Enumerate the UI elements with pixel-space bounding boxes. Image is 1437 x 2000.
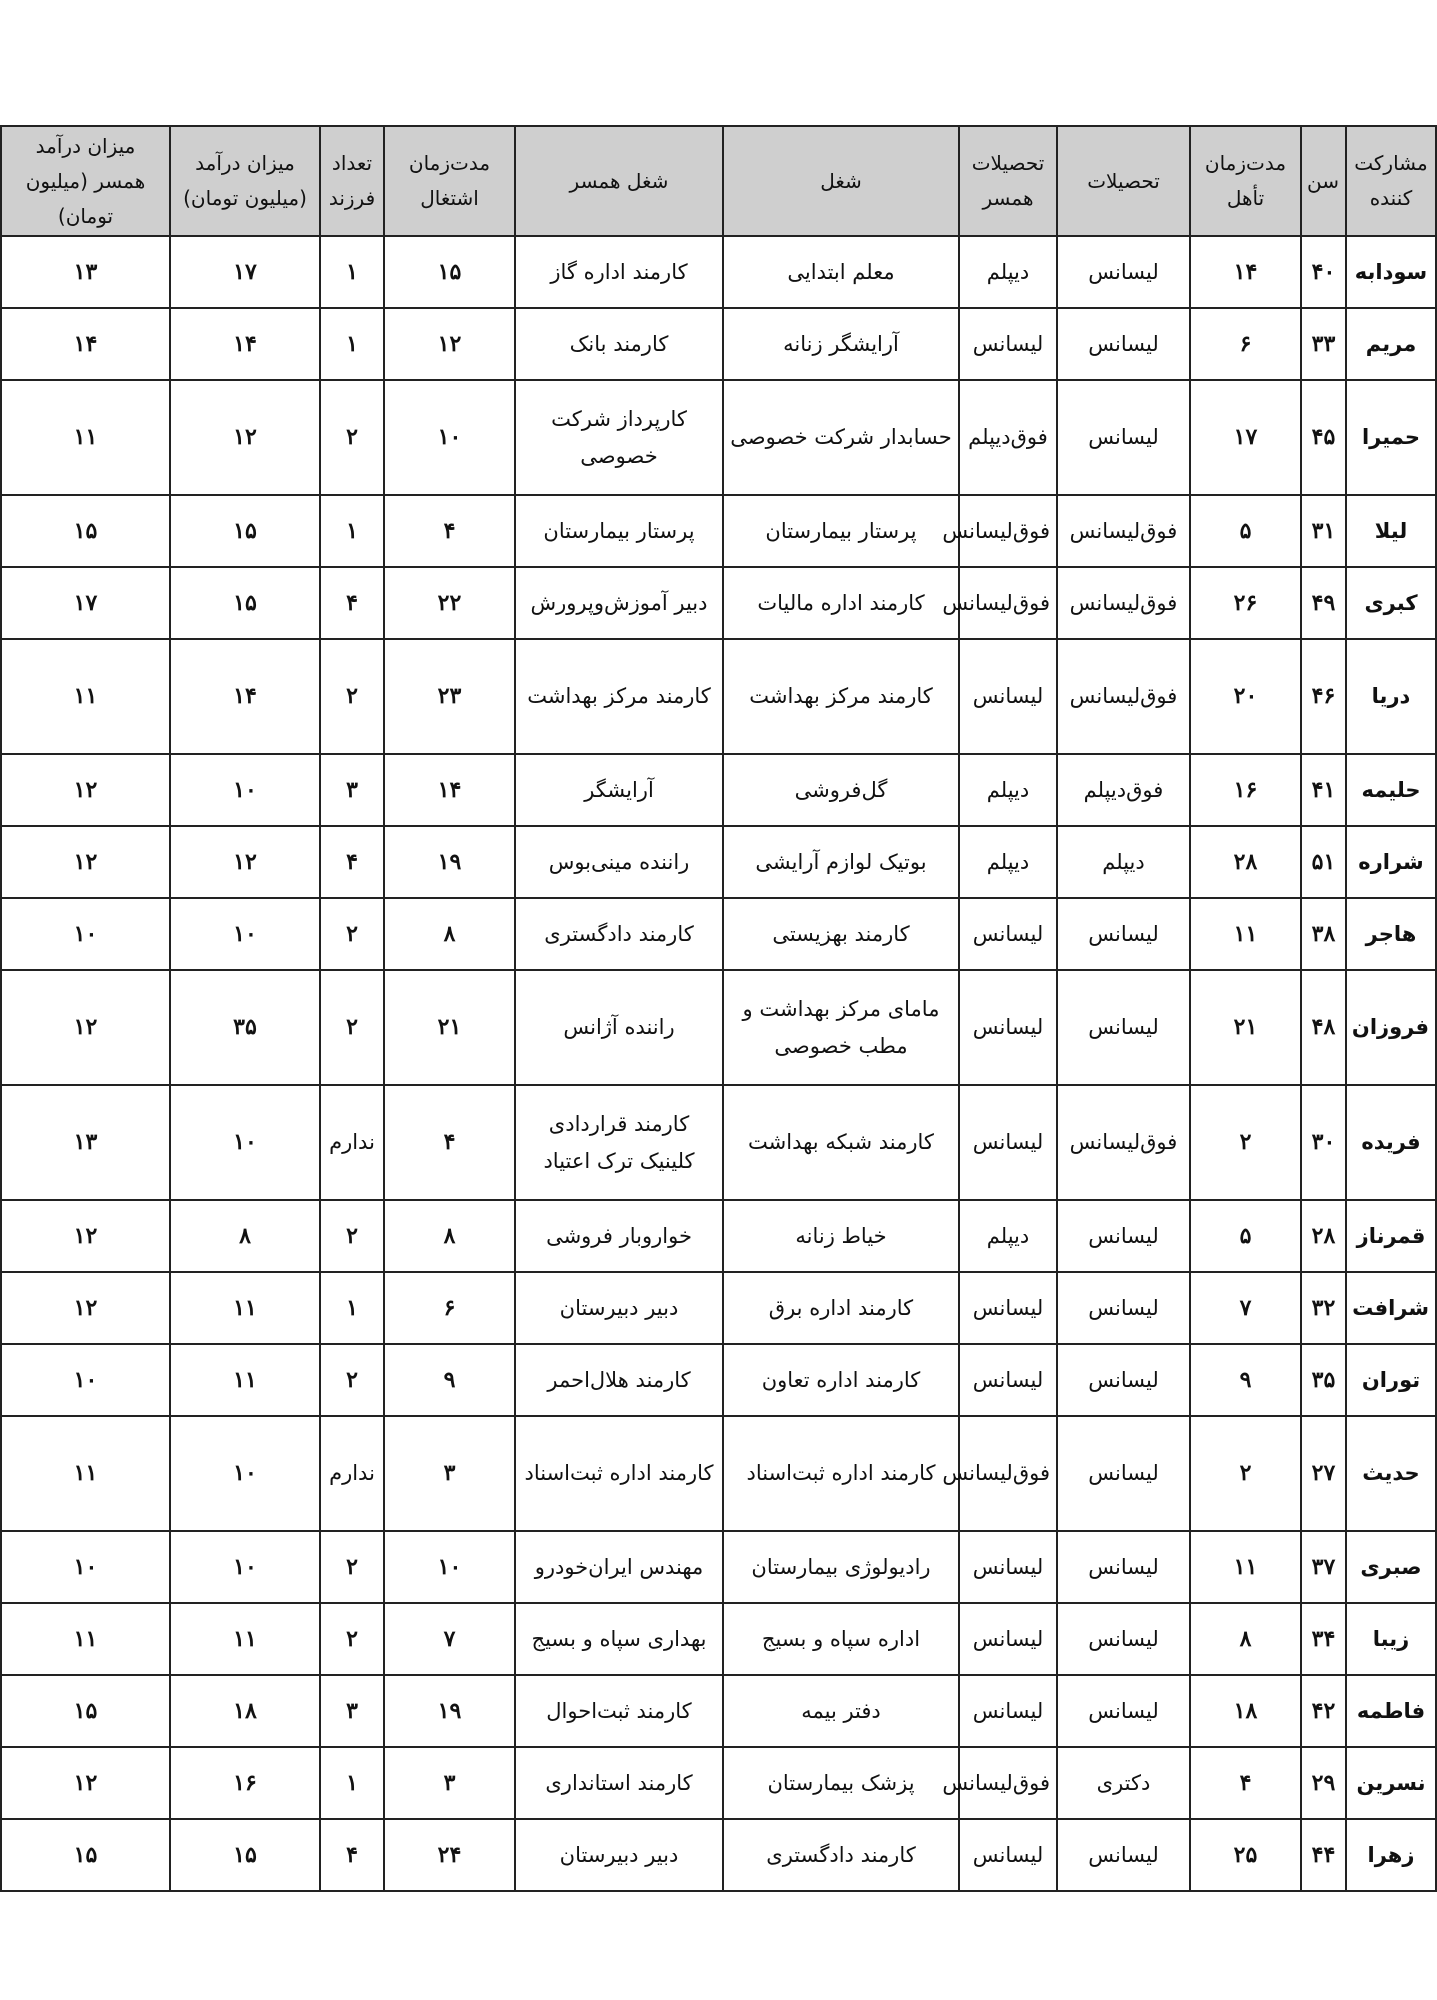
cell-spouse-education: لیسانس	[959, 1531, 1057, 1603]
cell-spouse-job: دبیر آموزش‌وپرورش	[515, 567, 723, 639]
cell-spouse-job: مهندس ایران‌خودرو	[515, 1531, 723, 1603]
cell-job: خیاط زنانه	[723, 1200, 959, 1272]
cell-marriage-duration: ۹	[1190, 1344, 1301, 1416]
cell-spouse-job: کارمند ثبت‌احوال	[515, 1675, 723, 1747]
cell-job: کارمند مرکز بهداشت	[723, 639, 959, 754]
cell-spouse-income: ۱۲	[1, 1272, 170, 1344]
cell-children-count: ۴	[320, 826, 384, 898]
cell-income: ۱۸	[170, 1675, 320, 1747]
cell-education: دکتری	[1057, 1747, 1190, 1819]
cell-job: کارمند اداره تعاون	[723, 1344, 959, 1416]
cell-marriage-duration: ۸	[1190, 1603, 1301, 1675]
cell-education: لیسانس	[1057, 236, 1190, 308]
cell-job: کارمند اداره مالیات	[723, 567, 959, 639]
cell-marriage-duration: ۲۰	[1190, 639, 1301, 754]
cell-age: ۵۱	[1301, 826, 1346, 898]
cell-marriage-duration: ۱۶	[1190, 754, 1301, 826]
cell-marriage-duration: ۱۱	[1190, 1531, 1301, 1603]
cell-education: لیسانس	[1057, 898, 1190, 970]
cell-spouse-education: فوق‌لیسانس	[959, 495, 1057, 567]
cell-age: ۳۰	[1301, 1085, 1346, 1200]
cell-income: ۱۴	[170, 639, 320, 754]
cell-job: کارمند اداره برق	[723, 1272, 959, 1344]
cell-age: ۴۲	[1301, 1675, 1346, 1747]
cell-education: فوق‌لیسانس	[1057, 567, 1190, 639]
cell-participant-name: لیلا	[1346, 495, 1436, 567]
cell-education: فوق‌لیسانس	[1057, 639, 1190, 754]
cell-children-count: ۲	[320, 970, 384, 1085]
cell-spouse-income: ۱۵	[1, 495, 170, 567]
cell-age: ۴۶	[1301, 639, 1346, 754]
cell-spouse-education: فوق‌لیسانس	[959, 1416, 1057, 1531]
cell-employment-duration: ۲۳	[384, 639, 515, 754]
cell-income: ۱۲	[170, 826, 320, 898]
cell-spouse-income: ۱۵	[1, 1675, 170, 1747]
cell-children-count: ۲	[320, 639, 384, 754]
cell-employment-duration: ۲۲	[384, 567, 515, 639]
cell-employment-duration: ۸	[384, 1200, 515, 1272]
cell-age: ۴۴	[1301, 1819, 1346, 1891]
cell-income: ۱۵	[170, 495, 320, 567]
cell-job: حسابدار شرکت خصوصی	[723, 380, 959, 495]
cell-education: لیسانس	[1057, 1200, 1190, 1272]
cell-job: اداره سپاه و بسیج	[723, 1603, 959, 1675]
cell-income: ۱۲	[170, 380, 320, 495]
cell-marriage-duration: ۲۱	[1190, 970, 1301, 1085]
cell-participant-name: هاجر	[1346, 898, 1436, 970]
cell-spouse-job: آرایشگر	[515, 754, 723, 826]
cell-spouse-job: پرستار بیمارستان	[515, 495, 723, 567]
cell-income: ۸	[170, 1200, 320, 1272]
cell-income: ۱۵	[170, 1819, 320, 1891]
cell-spouse-education: لیسانس	[959, 1675, 1057, 1747]
cell-employment-duration: ۱۰	[384, 1531, 515, 1603]
cell-spouse-education: لیسانس	[959, 1819, 1057, 1891]
cell-spouse-income: ۱۲	[1, 1200, 170, 1272]
cell-participant-name: شرافت	[1346, 1272, 1436, 1344]
table-row	[1, 1675, 1436, 1747]
cell-spouse-job: کارپرداز شرکت خصوصی	[515, 380, 723, 495]
cell-education: لیسانس	[1057, 1344, 1190, 1416]
cell-income: ۱۱	[170, 1344, 320, 1416]
cell-marriage-duration: ۱۱	[1190, 898, 1301, 970]
cell-income: ۱۱	[170, 1603, 320, 1675]
cell-children-count: ۳	[320, 754, 384, 826]
table-row	[1, 380, 1436, 495]
cell-education: لیسانس	[1057, 1675, 1190, 1747]
cell-employment-duration: ۳	[384, 1416, 515, 1531]
cell-spouse-income: ۱۲	[1, 970, 170, 1085]
cell-education: لیسانس	[1057, 308, 1190, 380]
cell-children-count: ۲	[320, 1344, 384, 1416]
col-header-participant: مشارکت کننده	[1346, 126, 1436, 236]
table-row	[1, 639, 1436, 754]
cell-education: لیسانس	[1057, 1603, 1190, 1675]
cell-job: پزشک بیمارستان	[723, 1747, 959, 1819]
cell-education: لیسانس	[1057, 1819, 1190, 1891]
cell-spouse-income: ۱۲	[1, 754, 170, 826]
cell-children-count: ۲	[320, 380, 384, 495]
cell-income: ۱۴	[170, 308, 320, 380]
cell-participant-name: صبری	[1346, 1531, 1436, 1603]
cell-employment-duration: ۱۹	[384, 826, 515, 898]
cell-spouse-job: کارمند هلال‌احمر	[515, 1344, 723, 1416]
table-row	[1, 1819, 1436, 1891]
cell-job: بوتیک لوازم آرایشی	[723, 826, 959, 898]
cell-children-count: ۱	[320, 236, 384, 308]
cell-spouse-job: کارمند دادگستری	[515, 898, 723, 970]
cell-spouse-job: کارمند استانداری	[515, 1747, 723, 1819]
cell-spouse-job: بهداری سپاه و بسیج	[515, 1603, 723, 1675]
cell-income: ۱۷	[170, 236, 320, 308]
cell-children-count: ۱	[320, 495, 384, 567]
cell-spouse-income: ۱۴	[1, 308, 170, 380]
cell-age: ۴۸	[1301, 970, 1346, 1085]
cell-employment-duration: ۴	[384, 1085, 515, 1200]
cell-employment-duration: ۱۴	[384, 754, 515, 826]
cell-marriage-duration: ۲۸	[1190, 826, 1301, 898]
cell-spouse-job: دبیر دبیرستان	[515, 1819, 723, 1891]
table-row	[1, 826, 1436, 898]
cell-age: ۴۰	[1301, 236, 1346, 308]
col-header-education: تحصیلات	[1057, 126, 1190, 236]
cell-income: ۱۰	[170, 1085, 320, 1200]
cell-spouse-income: ۱۰	[1, 1531, 170, 1603]
cell-job: معلم ابتدایی	[723, 236, 959, 308]
cell-income: ۱۰	[170, 898, 320, 970]
cell-marriage-duration: ۱۴	[1190, 236, 1301, 308]
table-row	[1, 1344, 1436, 1416]
cell-income: ۱۰	[170, 1531, 320, 1603]
cell-participant-name: زیبا	[1346, 1603, 1436, 1675]
cell-participant-name: دریا	[1346, 639, 1436, 754]
cell-marriage-duration: ۱۷	[1190, 380, 1301, 495]
cell-spouse-income: ۱۰	[1, 898, 170, 970]
cell-spouse-job: دبیر دبیرستان	[515, 1272, 723, 1344]
cell-income: ۱۱	[170, 1272, 320, 1344]
cell-age: ۲۸	[1301, 1200, 1346, 1272]
cell-children-count: ۴	[320, 1819, 384, 1891]
cell-marriage-duration: ۷	[1190, 1272, 1301, 1344]
col-header-income: میزان درآمد (میلیون تومان)	[170, 126, 320, 236]
cell-children-count: ۳	[320, 1675, 384, 1747]
cell-age: ۲۷	[1301, 1416, 1346, 1531]
cell-children-count: ۱	[320, 1272, 384, 1344]
table-row	[1, 1085, 1436, 1200]
cell-children-count: ۲	[320, 1531, 384, 1603]
cell-marriage-duration: ۲۶	[1190, 567, 1301, 639]
cell-children-count: ۱	[320, 1747, 384, 1819]
cell-age: ۳۸	[1301, 898, 1346, 970]
cell-employment-duration: ۱۰	[384, 380, 515, 495]
cell-age: ۳۴	[1301, 1603, 1346, 1675]
participants-table	[0, 125, 1437, 1892]
cell-spouse-job: کارمند اداره ثبت‌اسناد	[515, 1416, 723, 1531]
cell-spouse-job: کارمند قراردادی کلینیک ترک اعتیاد	[515, 1085, 723, 1200]
cell-spouse-income: ۱۱	[1, 1603, 170, 1675]
cell-participant-name: فاطمه	[1346, 1675, 1436, 1747]
cell-education: لیسانس	[1057, 970, 1190, 1085]
cell-participant-name: حدیث	[1346, 1416, 1436, 1531]
cell-spouse-education: دیپلم	[959, 826, 1057, 898]
cell-marriage-duration: ۴	[1190, 1747, 1301, 1819]
cell-education: لیسانس	[1057, 380, 1190, 495]
cell-job: مامای مرکز بهداشت و مطب خصوصی	[723, 970, 959, 1085]
cell-children-count: ندارم	[320, 1085, 384, 1200]
cell-spouse-job: کارمند مرکز بهداشت	[515, 639, 723, 754]
cell-income: ۱۶	[170, 1747, 320, 1819]
col-header-job: شغل	[723, 126, 959, 236]
cell-spouse-income: ۱۳	[1, 1085, 170, 1200]
header-row	[1, 126, 1436, 236]
col-header-spouse-income: میزان درآمد همسر (میلیون تومان)	[1, 126, 170, 236]
cell-employment-duration: ۶	[384, 1272, 515, 1344]
cell-children-count: ۲	[320, 1603, 384, 1675]
cell-participant-name: نسرین	[1346, 1747, 1436, 1819]
cell-participant-name: قمرناز	[1346, 1200, 1436, 1272]
cell-spouse-income: ۱۳	[1, 236, 170, 308]
cell-education: لیسانس	[1057, 1531, 1190, 1603]
cell-spouse-income: ۱۵	[1, 1819, 170, 1891]
cell-participant-name: زهرا	[1346, 1819, 1436, 1891]
cell-age: ۳۳	[1301, 308, 1346, 380]
cell-marriage-duration: ۱۸	[1190, 1675, 1301, 1747]
cell-spouse-job: خواروبار فروشی	[515, 1200, 723, 1272]
cell-participant-name: توران	[1346, 1344, 1436, 1416]
cell-spouse-income: ۱۱	[1, 380, 170, 495]
cell-age: ۲۹	[1301, 1747, 1346, 1819]
cell-income: ۱۵	[170, 567, 320, 639]
cell-employment-duration: ۳	[384, 1747, 515, 1819]
cell-spouse-job: کارمند بانک	[515, 308, 723, 380]
cell-spouse-education: فوق‌لیسانس	[959, 567, 1057, 639]
cell-participant-name: فریده	[1346, 1085, 1436, 1200]
cell-spouse-education: لیسانس	[959, 1603, 1057, 1675]
cell-children-count: ۱	[320, 308, 384, 380]
cell-spouse-education: لیسانس	[959, 970, 1057, 1085]
cell-spouse-income: ۱۱	[1, 1416, 170, 1531]
cell-job: دفتر بیمه	[723, 1675, 959, 1747]
table-row	[1, 236, 1436, 308]
cell-education: فوق‌لیسانس	[1057, 1085, 1190, 1200]
cell-participant-name: حلیمه	[1346, 754, 1436, 826]
cell-spouse-education: لیسانس	[959, 1085, 1057, 1200]
cell-spouse-income: ۱۲	[1, 826, 170, 898]
table-body	[1, 236, 1436, 1891]
cell-children-count: ۲	[320, 1200, 384, 1272]
cell-participant-name: فروزان	[1346, 970, 1436, 1085]
cell-spouse-education: لیسانس	[959, 1272, 1057, 1344]
cell-age: ۳۲	[1301, 1272, 1346, 1344]
col-header-marriage-duration: مدت‌زمان تأهل	[1190, 126, 1301, 236]
cell-employment-duration: ۲۱	[384, 970, 515, 1085]
cell-job: رادیولوژی بیمارستان	[723, 1531, 959, 1603]
cell-employment-duration: ۸	[384, 898, 515, 970]
cell-age: ۴۱	[1301, 754, 1346, 826]
cell-employment-duration: ۱۲	[384, 308, 515, 380]
cell-job: پرستار بیمارستان	[723, 495, 959, 567]
cell-job: کارمند شبکه بهداشت	[723, 1085, 959, 1200]
cell-job: کارمند بهزیستی	[723, 898, 959, 970]
cell-spouse-income: ۱۱	[1, 639, 170, 754]
cell-spouse-job: کارمند اداره گاز	[515, 236, 723, 308]
cell-age: ۳۷	[1301, 1531, 1346, 1603]
table-row	[1, 970, 1436, 1085]
table-row	[1, 308, 1436, 380]
cell-spouse-education: لیسانس	[959, 639, 1057, 754]
cell-children-count: ۴	[320, 567, 384, 639]
cell-participant-name: مریم	[1346, 308, 1436, 380]
cell-marriage-duration: ۵	[1190, 495, 1301, 567]
cell-education: لیسانس	[1057, 1416, 1190, 1531]
cell-job: گل‌فروشی	[723, 754, 959, 826]
col-header-children: تعداد فرزند	[320, 126, 384, 236]
cell-spouse-job: راننده آژانس	[515, 970, 723, 1085]
cell-spouse-job: راننده مینی‌بوس	[515, 826, 723, 898]
cell-income: ۱۰	[170, 1416, 320, 1531]
cell-spouse-education: فوق‌دیپلم	[959, 380, 1057, 495]
table-row	[1, 1272, 1436, 1344]
cell-marriage-duration: ۶	[1190, 308, 1301, 380]
cell-participant-name: سودابه	[1346, 236, 1436, 308]
table-row	[1, 567, 1436, 639]
cell-employment-duration: ۴	[384, 495, 515, 567]
cell-employment-duration: ۹	[384, 1344, 515, 1416]
table-row	[1, 1200, 1436, 1272]
cell-spouse-education: فوق‌لیسانس	[959, 1747, 1057, 1819]
col-header-age: سن	[1301, 126, 1346, 236]
cell-spouse-income: ۱۲	[1, 1747, 170, 1819]
cell-income: ۳۵	[170, 970, 320, 1085]
cell-income: ۱۰	[170, 754, 320, 826]
cell-job: کارمند اداره ثبت‌اسناد	[723, 1416, 959, 1531]
cell-spouse-income: ۱۷	[1, 567, 170, 639]
table-row	[1, 1416, 1436, 1531]
cell-spouse-education: لیسانس	[959, 308, 1057, 380]
cell-marriage-duration: ۲	[1190, 1085, 1301, 1200]
cell-spouse-education: دیپلم	[959, 236, 1057, 308]
col-header-spouse-education: تحصیلات همسر	[959, 126, 1057, 236]
cell-marriage-duration: ۲۵	[1190, 1819, 1301, 1891]
cell-children-count: ندارم	[320, 1416, 384, 1531]
cell-age: ۳۵	[1301, 1344, 1346, 1416]
cell-education: دیپلم	[1057, 826, 1190, 898]
cell-children-count: ۲	[320, 898, 384, 970]
cell-participant-name: حمیرا	[1346, 380, 1436, 495]
cell-spouse-education: دیپلم	[959, 1200, 1057, 1272]
cell-employment-duration: ۲۴	[384, 1819, 515, 1891]
table-row	[1, 898, 1436, 970]
cell-spouse-education: لیسانس	[959, 1344, 1057, 1416]
cell-age: ۴۵	[1301, 380, 1346, 495]
col-header-employment-duration: مدت‌زمان اشتغال	[384, 126, 515, 236]
cell-spouse-education: لیسانس	[959, 898, 1057, 970]
cell-employment-duration: ۷	[384, 1603, 515, 1675]
table-row	[1, 1531, 1436, 1603]
col-header-spouse-job: شغل همسر	[515, 126, 723, 236]
table-row	[1, 1603, 1436, 1675]
cell-marriage-duration: ۲	[1190, 1416, 1301, 1531]
cell-employment-duration: ۱۹	[384, 1675, 515, 1747]
cell-spouse-income: ۱۰	[1, 1344, 170, 1416]
cell-age: ۴۹	[1301, 567, 1346, 639]
cell-education: لیسانس	[1057, 1272, 1190, 1344]
cell-job: آرایشگر زنانه	[723, 308, 959, 380]
cell-education: فوق‌لیسانس	[1057, 495, 1190, 567]
cell-participant-name: کبری	[1346, 567, 1436, 639]
cell-spouse-education: دیپلم	[959, 754, 1057, 826]
table-row	[1, 495, 1436, 567]
table-row	[1, 1747, 1436, 1819]
cell-education: فوق‌دیپلم	[1057, 754, 1190, 826]
table-row	[1, 754, 1436, 826]
cell-age: ۳۱	[1301, 495, 1346, 567]
cell-employment-duration: ۱۵	[384, 236, 515, 308]
cell-participant-name: شراره	[1346, 826, 1436, 898]
cell-marriage-duration: ۵	[1190, 1200, 1301, 1272]
cell-job: کارمند دادگستری	[723, 1819, 959, 1891]
